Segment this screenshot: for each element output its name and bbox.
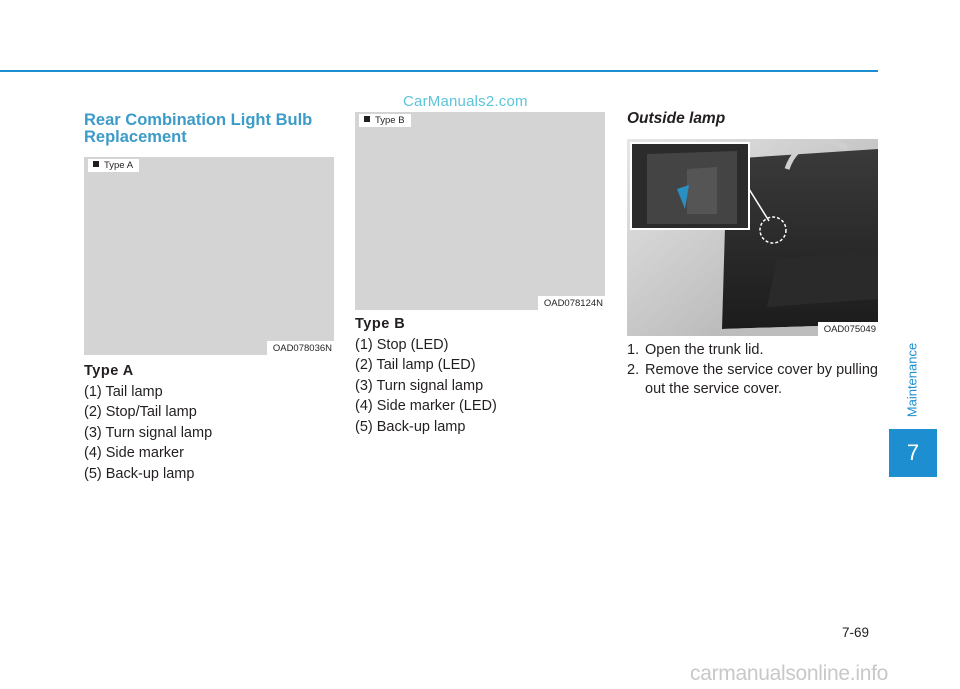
figure-code: OAD078036N [267, 341, 334, 355]
section-side-label [897, 330, 927, 430]
list-item: (1) Tail lamp [84, 383, 163, 400]
list-item: (4) Side marker [84, 445, 184, 461]
list-item: (2) Tail lamp (LED) [355, 357, 476, 373]
step-number: 2. [627, 361, 640, 378]
list-item [627, 361, 878, 400]
side-label-text: Maintenance [904, 342, 920, 418]
figure-tag-label: Type A [104, 160, 134, 171]
step-text: Remove the service cover by pulling out the service cover. [645, 361, 878, 397]
list-item: (3) Turn signal lamp [84, 424, 213, 441]
step-number: 1. [627, 342, 640, 358]
chapter-tab: 7 [889, 429, 937, 477]
watermark-bottom: carmanualsonline.info [690, 662, 888, 685]
type-b-list [355, 314, 497, 437]
top-rule [0, 70, 878, 72]
outside-lamp-steps [627, 341, 878, 400]
figure-tag-label: Type B [375, 115, 405, 126]
figure-tag-type-a [88, 159, 139, 172]
figure-trunk-photo [627, 139, 878, 336]
type-b-title: Type B [355, 316, 406, 332]
section-heading: Rear Combination Light Bulb Replacement [84, 111, 313, 146]
type-a-title: Type A [84, 363, 134, 379]
list-item: (1) Stop (LED) [355, 336, 449, 353]
trunk-illustration [627, 139, 878, 336]
figure-tag-type-b [359, 114, 411, 127]
list-item: (5) Back-up lamp [355, 418, 466, 435]
square-bullet-icon [364, 116, 370, 122]
page-number: 7-69 [842, 625, 870, 640]
figure-type-b [355, 112, 605, 310]
list-item [627, 341, 878, 361]
step-text: Open the trunk lid. [645, 342, 764, 358]
list-item: (3) Turn signal lamp [355, 377, 484, 394]
figure-code: OAD078124N [538, 296, 605, 310]
list-item: (4) Side marker (LED) [355, 398, 497, 414]
outside-lamp-heading: Outside lamp [627, 110, 726, 127]
figure-type-a [84, 157, 334, 355]
square-bullet-icon [93, 161, 99, 167]
list-item: (2) Stop/Tail lamp [84, 404, 197, 420]
watermark-top: CarManuals2.com [403, 93, 528, 110]
figure-code: OAD075049 [818, 322, 878, 336]
list-item: (5) Back-up lamp [84, 465, 195, 482]
type-a-list [84, 361, 212, 484]
